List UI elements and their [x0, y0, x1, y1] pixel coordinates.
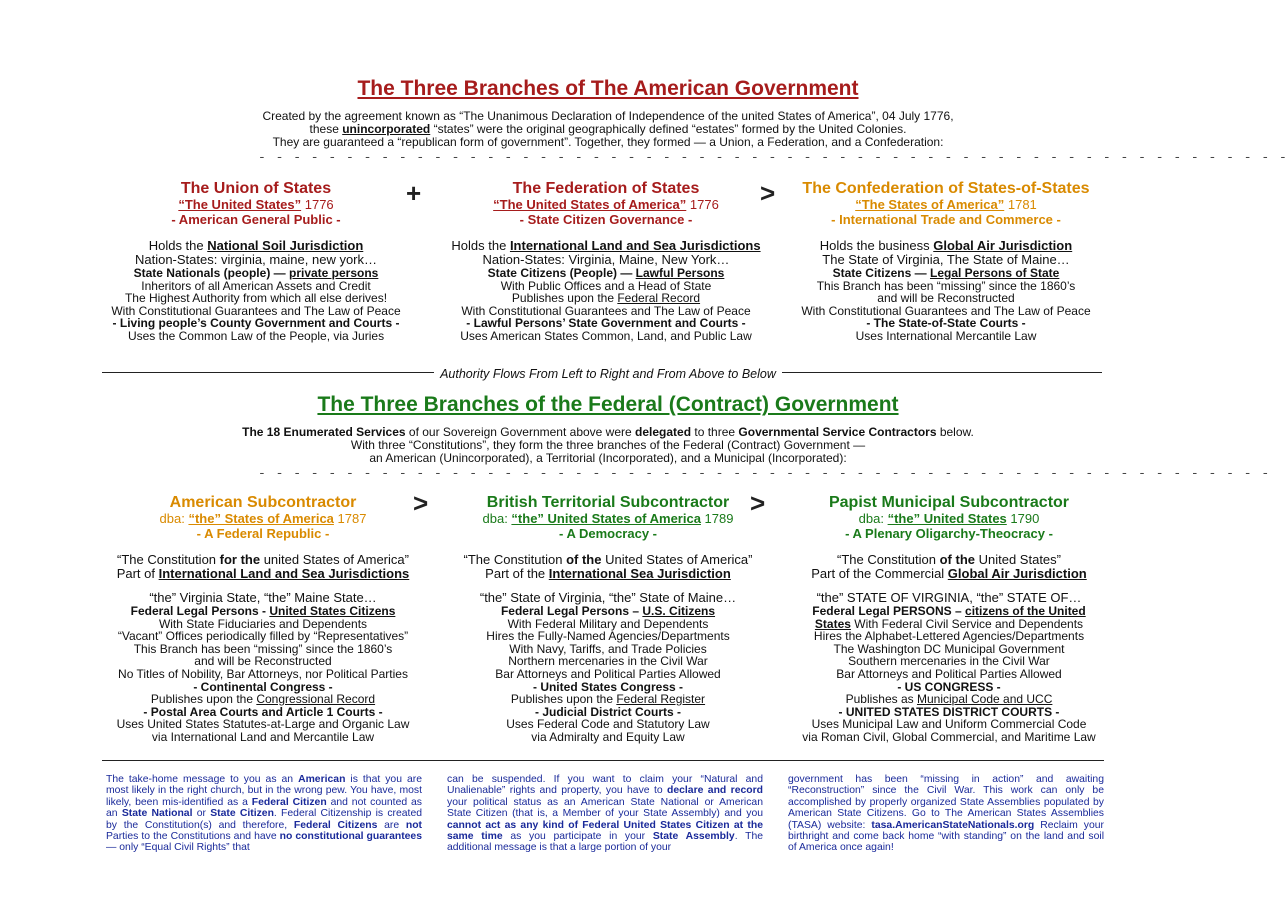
american-part: Part of International Land and Sea Jurisdictions: [116, 566, 410, 581]
bottom-intro: [0, 426, 1216, 465]
confederation-nations: The State of Virginia, The State of Maine…: [822, 252, 1070, 267]
union-holds: Holds the National Soil Jurisdiction: [148, 238, 364, 253]
federation-line-3: With Constitutional Guarantees and The Law of Peace: [461, 303, 751, 318]
page-title: [0, 77, 1216, 101]
papist-line-4: Southern mercenaries in the Civil War: [848, 654, 1050, 669]
papist-line-1: States With Federal Civil Service and Dependents: [814, 616, 1084, 631]
federation-line-5: Uses American States Common, Land, and Public Law: [460, 328, 752, 343]
papist-state: “the” STATE OF VIRGINIA, “the” STATE OF…: [816, 590, 1082, 605]
union-nations: Nation-States: virginia, maine, new york…: [134, 252, 378, 267]
greater-than-operator-top: >: [760, 178, 776, 208]
british-line-1: With Federal Military and Dependents: [507, 616, 709, 631]
american-line-4: and will be Reconstructed: [194, 654, 332, 669]
american-line-8: - Postal Area Courts and Article 1 Courts -: [143, 704, 383, 719]
federation-persons: State Citizens (People) — Lawful Persons: [487, 266, 725, 280]
footer-column-3: government has been “missing in action” and awaiting “Reconstruction” since the Civil War. This work can only be accomplished by properly organized State Assemblies populated by American State Citizens. Go to The American States Assemblies (TASA) website: tasa.AmericanStateNationals.org Reclaim your birthright and come back home “with standing” on the land and soil of America once again!: [788, 774, 1104, 854]
british-line-6: - United States Congress -: [532, 679, 684, 694]
union-tag: - American General Public -: [171, 212, 341, 227]
bottom-intro-line-1: The 18 Enumerated Services of our Sovereign Government above were delegated to three Governmental Service Contractors below.: [242, 425, 974, 439]
main-title: The Three Branches of The American Government: [357, 77, 859, 100]
flow-text: Authority Flows From Left to Right and From Above to Below: [434, 367, 782, 381]
british-dba: dba: “the” United States of America 1789: [482, 511, 734, 526]
federation-line-1: With Public Offices and a Head of State: [500, 278, 712, 293]
british-constitution: “The Constitution of the United States of America”: [463, 552, 753, 567]
british-state: “the” State of Virginia, “the” State of Maine…: [479, 590, 737, 605]
confederation-line-1: This Branch has been “missing” since the 1860’s: [816, 278, 1076, 293]
papist-line-2: Hires the Alphabet-Lettered Agencies/Departments: [813, 629, 1085, 644]
papist-column: [788, 494, 1110, 744]
federal-title-text: The Three Branches of the Federal (Contract) Government: [317, 393, 899, 416]
british-line-2: Hires the Fully-Named Agencies/Departments: [486, 629, 730, 644]
british-line-4: Northern mercenaries in the Civil War: [508, 654, 708, 669]
confederation-subtitle: “The States of America” 1781: [855, 197, 1037, 212]
intro-line-1: Created by the agreement known as “The Unanimous Declaration of Independence of the united States of America”, 04 July 1776,: [262, 109, 954, 123]
confederation-tag: - International Trade and Commerce -: [831, 212, 1061, 227]
plus-operator: +: [406, 178, 422, 208]
papist-persons: Federal Legal PERSONS – citizens of the United: [812, 604, 1086, 618]
union-subtitle: “The United States” 1776: [178, 197, 334, 212]
american-line-7: Publishes upon the Congressional Record: [150, 692, 376, 707]
confederation-column: [786, 180, 1106, 343]
papist-line-9: Uses Municipal Law and Uniform Commercial Code: [811, 717, 1087, 732]
american-constitution: “The Constitution for the united States of America”: [117, 552, 409, 567]
federation-subtitle: “The United States of America” 1776: [493, 197, 719, 212]
british-part: Part of the International Sea Jurisdiction: [485, 566, 731, 581]
dashed-separator-top: - - - - - - - - - - - - - - - - - - - - - - - - - - - - - - - - - - - - - - - - - - - - - - - - - - - - - - - - - - -: [258, 150, 1288, 165]
union-column: [96, 180, 416, 343]
flow-caption: [0, 365, 1216, 383]
papist-part: Part of the Commercial Global Air Jurisdiction: [811, 566, 1087, 581]
british-column: [438, 494, 778, 744]
union-line-5: Uses the Common Law of the People, via Juries: [127, 328, 385, 343]
union-title: The Union of States: [180, 180, 332, 197]
federation-holds: Holds the International Land and Sea Jurisdictions: [451, 238, 761, 253]
american-line-9: Uses United States Statutes-at-Large and Organic Law: [116, 717, 410, 732]
federation-line-4: - Lawful Persons’ State Government and Courts -: [466, 316, 746, 331]
british-line-3: With Navy, Tariffs, and Trade Policies: [509, 641, 707, 656]
papist-dba: dba: “the” United States 1790: [858, 511, 1040, 526]
intro-line-2: these unincorporated “states” were the original geographically defined “estates” formed by the United Colonies.: [309, 122, 907, 136]
union-line-3: With Constitutional Guarantees and The Law of Peace: [111, 303, 401, 318]
papist-constitution: “The Constitution of the United States”: [837, 552, 1061, 567]
american-tag: - A Federal Republic -: [196, 526, 330, 541]
top-intro: [0, 110, 1216, 149]
union-line-4: - Living people’s County Government and Courts -: [112, 316, 400, 331]
american-column: [98, 494, 428, 744]
confederation-holds: Holds the business Global Air Jurisdiction: [819, 238, 1073, 253]
british-line-7: Publishes upon the Federal Register: [510, 692, 706, 707]
papist-title: Papist Municipal Subcontractor: [828, 494, 1070, 511]
american-line-2: “Vacant” Offices periodically filled by “Representatives”: [117, 629, 409, 644]
british-tag: - A Democracy -: [558, 526, 657, 541]
british-title: British Territorial Subcontractor: [486, 494, 730, 511]
federation-nations: Nation-States: Virginia, Maine, New York…: [482, 252, 730, 267]
papist-line-7: Publishes as Municipal Code and UCC: [845, 692, 1053, 707]
federal-title: [0, 393, 1216, 417]
union-line-1: Inheritors of all American Assets and Credit: [141, 278, 371, 293]
federation-title: The Federation of States: [512, 180, 700, 197]
dashed-separator-bottom: - - - - - - - - - - - - - - - - - - - - - - - - - - - - - - - - - - - - - - - - - - - - - - - - - - - - - - - - - -: [258, 466, 1271, 481]
confederation-line-5: Uses International Mercantile Law: [855, 328, 1037, 343]
federation-column: [436, 180, 776, 343]
papist-line-8: - UNITED STATES DISTRICT COURTS -: [838, 704, 1060, 719]
footer-column-1: The take-home message to you as an American is that you are most likely in the right church, but in the wrong pew. You have, most likely, been mis-identified as a Federal Citizen and not counted as an State National or State Citizen. Federal Citizenship is created by the Constitution(s) and therefore, Federal Citizens are not Parties to the Constitutions and have no constitutional guarantees — only “Equal Civil Rights” that: [106, 774, 423, 854]
american-state: “the” Virginia State, “the” Maine State…: [149, 590, 377, 605]
papist-tag: - A Plenary Oligarchy-Theocracy -: [845, 526, 1053, 541]
american-line-1: With State Fiduciaries and Dependents: [158, 616, 368, 631]
american-dba: dba: “the” States of America 1787: [159, 511, 367, 526]
papist-line-6: - US CONGRESS -: [897, 679, 1001, 694]
greater-than-operator-bottom-2: >: [750, 488, 766, 518]
american-line-5: No Titles of Nobility, Bar Attorneys, nor Political Parties: [118, 666, 408, 681]
british-line-9: Uses Federal Code and Statutory Law: [506, 717, 710, 732]
confederation-persons: State Citizens — Legal Persons of State: [832, 266, 1060, 280]
bottom-intro-line-2: With three “Constitutions”, they form the three branches of the Federal (Contract) Government —: [350, 438, 866, 452]
confederation-line-3: With Constitutional Guarantees and The Law of Peace: [801, 303, 1091, 318]
papist-line-3: The Washington DC Municipal Government: [833, 641, 1065, 656]
footer-column-2: can be suspended. If you want to claim your “Natural and Unalienable” rights and property, you have to declare and record your political status as an American State National or American State Citizen (that is, a Member of your State Assembly) and you cannot act as any kind of Federal United States Citizen at the same time as you participate in your State Assembly. The additional message is that a large portion of your: [447, 774, 764, 854]
american-line-3: This Branch has been “missing” since the 1860’s: [133, 641, 393, 656]
federation-tag: - State Citizen Governance -: [519, 212, 693, 227]
british-persons: Federal Legal Persons – U.S. Citizens: [500, 604, 716, 618]
federation-line-2: Publishes upon the Federal Record: [511, 291, 701, 306]
american-title: American Subcontractor: [169, 494, 357, 511]
british-line-8: - Judicial District Courts -: [534, 704, 682, 719]
american-persons: Federal Legal Persons - United States Citizens: [130, 604, 396, 618]
intro-line-3: They are guaranteed a “republican form of government”. Together, they formed — a Union, a Federation, and a Confederation:: [272, 135, 944, 149]
british-line-5: Bar Attorneys and Political Parties Allowed: [495, 666, 721, 681]
union-line-2: The Highest Authority from which all else derives!: [124, 291, 388, 306]
confederation-title: The Confederation of States-of-States: [802, 180, 1090, 197]
american-line-6: - Continental Congress -: [193, 679, 333, 694]
papist-line-10: via Roman Civil, Global Commercial, and Maritime Law: [802, 729, 1096, 744]
papist-line-5: Bar Attorneys and Political Parties Allowed: [836, 666, 1062, 681]
union-persons: State Nationals (people) — private persons: [133, 266, 379, 280]
confederation-line-2: and will be Reconstructed: [877, 291, 1015, 306]
american-line-10: via International Land and Mercantile Law: [151, 729, 375, 744]
greater-than-operator-bottom-1: >: [413, 488, 429, 518]
confederation-line-4: - The State-of-State Courts -: [866, 316, 1026, 331]
footer-divider-line: [102, 760, 1104, 761]
british-line-10: via Admiralty and Equity Law: [531, 729, 685, 744]
bottom-intro-line-3: an American (Unincorporated), a Territorial (Incorporated), and a Municipal (Incorporated):: [369, 451, 847, 465]
